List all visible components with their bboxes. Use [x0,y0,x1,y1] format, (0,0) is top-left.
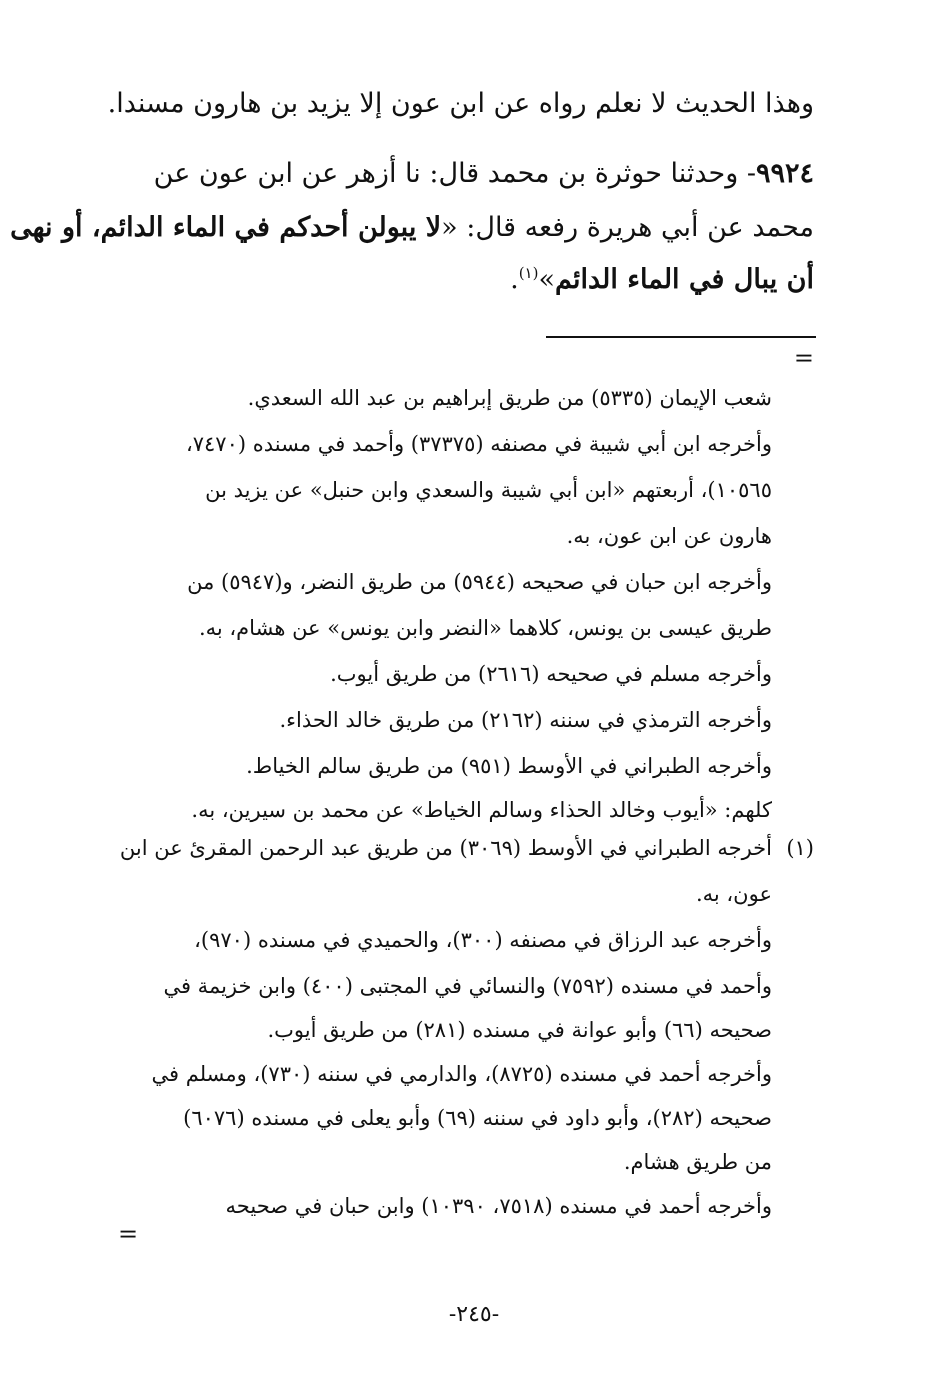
main-text-line-1: وهذا الحديث لا نعلم رواه عن ابن عون إلا يزيد بن هارون مسندا. [107,88,814,119]
line-4-end: . [510,264,519,295]
footnote-1-line: عون، به. [695,882,772,906]
line-4-close: » [538,264,555,295]
footnote-continued-line: وأخرجه الترمذي في سننه (٢١٦٢) من طريق خالد الحذاء. [279,708,772,732]
footnote-1-line: وأخرجه أحمد في مسنده (٨٧٢٥)، والدارمي في سننه (٧٣٠)، ومسلم في [151,1062,772,1086]
main-text-line-2-rest: - وحدثنا حوثرة بن محمد قال: نا أزهر عن ابن عون عن [153,158,756,189]
main-text-line-2 [154,158,814,189]
line-3-bold: لا يبولن أحدكم في الماء الدائم، أو نهى [10,212,442,243]
footnote-1-line: صحيحه (٦٦) وأبو عوانة في مسنده (٢٨١) من طريق أيوب. [267,1018,772,1042]
footnote-1-line: وأحمد في مسنده (٧٥٩٢) والنسائي في المجتبى (٤٠٠) وابن خزيمة في [163,974,772,998]
footnote-continued-line: طريق عيسى بن يونس، كلاهما «النضر وابن يونس» عن هشام، به. [198,616,772,640]
footnote-1-line: وأخرجه عبد الرزاق في مصنفه (٣٠٠)، والحميدي في مسنده (٩٧٠)، [194,928,772,952]
line-4-bold: أن يبال في الماء الدائم [555,264,814,295]
line-3-plain: محمد عن أبي هريرة رفعه قال: « [441,212,814,243]
footnote-ref-1: (١) [518,264,539,282]
footnote-continued-line: هارون عن ابن عون، به. [566,524,772,548]
footnote-continued-line: وأخرجه ابن حبان في صحيحه (٥٩٤٤) من طريق النضر، و(٥٩٤٧) من [187,570,772,594]
footnote-continued-line: شعب الإيمان (٥٣٣٥) من طريق إبراهيم بن عبد الله السعدي. [247,386,772,410]
page-number: -٢٤٥- [448,1302,500,1327]
footnote-1-line: من طريق هشام. [623,1150,772,1174]
hadith-number: ٩٩٢٤ [755,158,814,189]
main-text-line-4 [510,264,814,295]
footnote-continued-line: وأخرجه ابن أبي شيبة في مصنفه (٣٧٣٧٥) وأحمد في مسنده (٧٤٧٠، [185,432,772,456]
footnote-continued-line: كلهم: «أيوب وخالد الحذاء وسالم الخياط» عن محمد بن سيرين، به. [191,798,772,822]
footnote-separator [546,336,816,338]
footnote-continued-line: وأخرجه مسلم في صحيحه (٢٦١٦) من طريق أيوب. [330,662,772,686]
footnote-continued-line: ١٠٥٦٥)، أربعتهم «ابن أبي شيبة والسعدي وابن حنبل» عن يزيد بن [205,478,772,502]
footnote-1-line: أخرجه الطبراني في الأوسط (٣٠٦٩) من طريق عبد الرحمن المقرئ عن ابن [119,836,772,860]
footnote-continued-line: وأخرجه الطبراني في الأوسط (٩٥١) من طريق سالم الخياط. [246,754,772,778]
continuation-mark-bottom: = [118,1220,139,1248]
footnote-1-number: (١) [786,836,814,860]
footnote-1-line: صحيحه (٢٨٢)، وأبو داود في سننه (٦٩) وأبو يعلى في مسنده (٦٠٧٦) [183,1106,772,1130]
main-text-line-3 [10,212,814,243]
continuation-mark-top: = [793,344,814,372]
footnote-1-line: وأخرجه أحمد في مسنده (٧٥١٨، ١٠٣٩٠) وابن حبان في صحيحه [225,1194,772,1218]
